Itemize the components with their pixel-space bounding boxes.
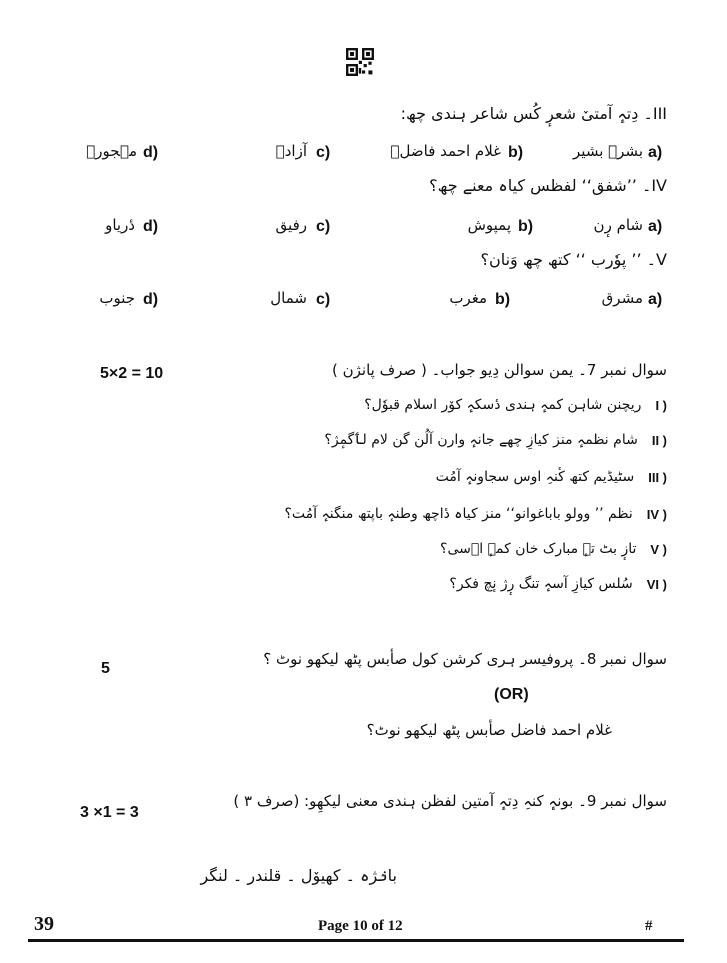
q7-item-3: III ) سٹیڈیم کتھ کٔنہِ اوس سجاونہٕ آمُت [435,469,667,485]
q3-option-d-text: مہجورؔ [86,142,137,160]
q3-heading: III۔ دِتہٕ آمتیٚ شعرٕ کُس شاعر ہندی چھ: [400,104,667,123]
q5-option-b: b) [495,291,511,308]
paper-code: 39 [34,913,54,935]
q5-option-d: d) [143,291,159,308]
q4-option-a-text: شام رٕن [593,216,643,234]
q4-option-c-text: رفیق [275,216,307,234]
q5-option-a-text: مشرق [601,289,643,307]
q3-option-a-text: بشرؔ بشیر [573,142,643,160]
q7-item-6: VI ) سُلس کیازِ آسہٕ تنگ رٕژ نٕچ فکر؟ [449,576,667,592]
q4-option-b-text: پمپوش [467,216,511,234]
q7-item-5: V ) تازٕ بٹ تہٕ مبارک خان کمہٕ اؔسی؟ [440,541,667,557]
q7-item-4: IV ) نظم ’’ وولو باباغوانو‘‘ منز کیاہ دٔاچھ وطنہٕ باپتھ منگنہٕ آمُت؟ [284,506,667,522]
q7-item-2: II ) شام نظمہٕ منز کیازِ چھے جانہٕ وارن آلُن گن لام لٲگمٕژ؟ [324,432,667,448]
q3-option-c: c) [316,144,331,161]
q4-option-c: c) [316,218,331,235]
q3-option-a: a) [648,144,663,161]
q7-heading: سوال نمبر 7۔ یمن سوالن دِیو جواب۔ ( صرف پانژن ) [332,361,667,379]
q4-option-d-text: دٔریاو [105,216,135,234]
q9-heading: سوال نمبر 9۔ بونہٕ کنہِ دِتہٕ آمتین لفظن ہندی معنی لیکھِو: (صرف ۳ ) [233,792,667,810]
q5-heading: V۔ ’’ پوٗرب ‘‘ کتھ چھ وَنان؟ [480,250,667,269]
qr-code-icon [346,48,374,76]
q4-heading: IV۔ ’’شفق‘‘ لفظس کیاہ معنے چھ؟ [429,176,667,195]
q5-option-c-text: شمال [270,289,307,307]
page-number: Page 10 of 12 [318,918,403,934]
footer-rule [28,939,684,942]
q4-option-d: d) [143,218,159,235]
q4-option-b: b) [518,218,534,235]
q7-marks: 5×2 = 10 [100,365,164,382]
q5-option-a: a) [648,291,663,308]
q8-marks: 5 [101,660,110,677]
q3-option-b: b) [508,144,524,161]
q7-item-1: I ) ریچنن شاہن کمہٕ ہندی دٔسکہٕ کوٚر اسلام قبوٗل؟ [364,397,667,413]
q9-words: بانٛژہ ۔ کھیوٚل ۔ قلندر ۔ لنگر [200,866,397,885]
q3-option-d: d) [143,144,159,161]
q5-option-c: c) [316,291,331,308]
q4-option-a: a) [648,218,663,235]
q8-alternative: غلام احمد فاضل صأبس پٹھ لیکھو نوٹ؟ [366,721,612,739]
q3-option-c-text: آزادؔ [275,142,307,160]
q8-or-label: (OR) [494,686,529,703]
q5-option-d-text: جنوب [99,289,135,307]
q3-option-b-text: غلام احمد فاضلؔ [390,142,501,160]
q5-option-b-text: مغرب [449,289,487,307]
q8-heading: سوال نمبر 8۔ پروفیسر ہری کرشن کول صأبس پٹھ لیکھو نوٹ ؟ [263,650,667,668]
q9-marks: 3 ×1 = 3 [80,804,139,821]
footer-hash: # [645,918,653,934]
